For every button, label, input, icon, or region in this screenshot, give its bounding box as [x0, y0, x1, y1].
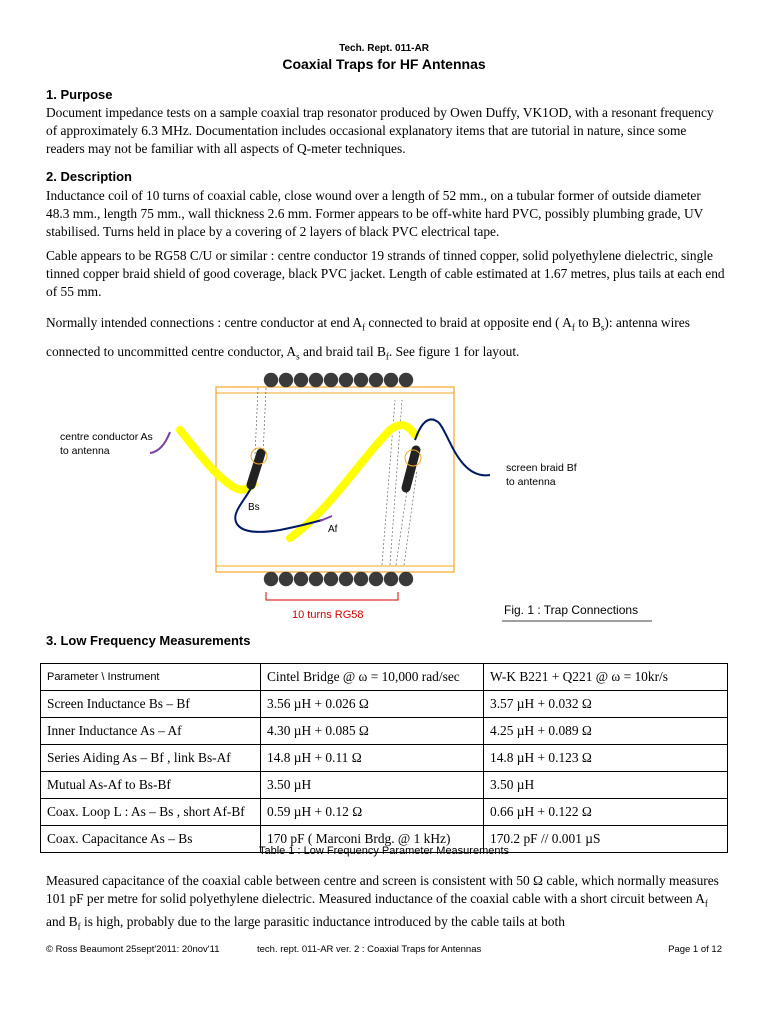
- turns-bracket: [266, 592, 398, 600]
- table-cell: 170 pF ( Marconi Brdg. @ 1 kHz): [261, 826, 484, 853]
- table-cell: 14.8 µH + 0.123 Ω: [484, 745, 728, 772]
- table-caption: Table 1 : Low Frequency Parameter Measurements: [258, 845, 510, 857]
- table-row: [41, 691, 728, 718]
- label-screen-braid: screen braid Bf: [506, 462, 577, 474]
- table-cell: 14.8 µH + 0.11 Ω: [261, 745, 484, 772]
- trap-connections-figure: [40, 360, 740, 630]
- coil-turn: [294, 572, 308, 586]
- description-paragraph-1: Inductance coil of 10 turns of coaxial cable, close wound over a length of 52 mm., on a tubular former of outside diameter 48.3 mm., length 75 mm., wall thickness 2.6 mm. Former appears to be off-white hard PVC, possibly plumbing grade, UV stabilised. Turns held in place by a covering of 2 layers of black PVC electrical tape.: [46, 188, 704, 239]
- turns-label: 10 turns RG58: [292, 609, 364, 621]
- centre-conductor-tails: [150, 432, 332, 521]
- table-cell: Mutual As-Af to Bs-Bf: [41, 772, 261, 799]
- coil-turn: [324, 572, 338, 586]
- coil-turns-top: [264, 373, 413, 387]
- coil-turn: [369, 572, 383, 586]
- table-cell: 0.66 µH + 0.122 Ω: [484, 799, 728, 826]
- coil-turn: [294, 373, 308, 387]
- coil-turn: [264, 373, 278, 387]
- table-cell: 3.56 µH + 0.026 Ω: [261, 691, 484, 718]
- coil-turn: [324, 373, 338, 387]
- table-cell: 4.25 µH + 0.089 Ω: [484, 718, 728, 745]
- footer-copyright: © Ross Beaumont 25sept'2011: 20nov'11: [46, 944, 220, 955]
- low-frequency-heading: 3. Low Frequency Measurements: [46, 633, 251, 648]
- coil-turn: [384, 572, 398, 586]
- table-cell: Coax. Capacitance As – Bs: [41, 826, 261, 853]
- label-af: Af: [328, 524, 338, 535]
- table-row: [41, 718, 728, 745]
- footer-document: tech. rept. 011-AR ver. 2 : Coaxial Traps for Antennas: [257, 944, 482, 955]
- table-cell: 0.59 µH + 0.12 Ω: [261, 799, 484, 826]
- coil-turn: [354, 373, 368, 387]
- figure-caption: Fig. 1 : Trap Connections: [504, 603, 639, 617]
- purpose-heading: 1. Purpose: [46, 87, 113, 102]
- report-number: Tech. Rept. 011-AR: [339, 43, 429, 54]
- description-paragraph-2: Cable appears to be RG58 C/U or similar : centre conductor 19 strands of tinned copper, solid polyethylene dielectric, single tinned copper braid shield of good coverage, black PVC jacket. Length of cable estimated at 1.67 metres, plus tails at each end of 55 mm.: [46, 248, 725, 299]
- table-header-row: [41, 664, 728, 691]
- table-cell: 3.50 µH: [261, 772, 484, 799]
- label-centre-conductor-to: to antenna: [60, 445, 110, 457]
- table-header-cell: Cintel Bridge @ ω = 10,000 rad/sec: [261, 664, 484, 691]
- coil-turns-bottom: [264, 572, 413, 586]
- coil-turn: [264, 572, 278, 586]
- table-header-cell: W-K B221 + Q221 @ ω = 10kr/s: [484, 664, 728, 691]
- low-frequency-paragraph: Measured capacitance of the coaxial cable between centre and screen is consistent with 50 Ω cable, which normally measures 101 pF per metre for solid polyethylene dielectric. Measured inductance of the coaxial cable with a short circuit between $A_f$ and $B_f$ is high, probably due to the large parasitic inductance introduced by the cable tails at both: [46, 873, 719, 932]
- table-header-cell: Parameter \ Instrument: [41, 664, 261, 691]
- coil-turn: [339, 373, 353, 387]
- coil-turn: [399, 373, 413, 387]
- table-cell: Screen Inductance Bs – Bf: [41, 691, 261, 718]
- table-cell: Series Aiding As – Bf , link Bs-Af: [41, 745, 261, 772]
- label-bs: Bs: [248, 502, 260, 513]
- table-row: [41, 799, 728, 826]
- table-cell: 3.50 µH: [484, 772, 728, 799]
- coil-turn: [339, 572, 353, 586]
- coil-turn: [309, 572, 323, 586]
- description-heading: 2. Description: [46, 169, 132, 184]
- parameter-table: [40, 663, 728, 853]
- coil-turn: [309, 373, 323, 387]
- coil-turn: [354, 572, 368, 586]
- braid-tails: [235, 419, 490, 531]
- purpose-text: Document impedance tests on a sample coaxial trap resonator produced by Owen Duffy, VK1OD, with a resonant frequency of approximately 6.3 MHz. Documentation includes occasional explanatory items that are tutorial in nature, since some readers may not be familiar with all aspects of Q-meter techniques.: [46, 105, 714, 156]
- turn-guide-lines: [255, 388, 417, 565]
- footer-page-number: Page 1 of 12: [668, 944, 722, 955]
- coil-turn: [384, 373, 398, 387]
- label-screen-braid-to: to antenna: [506, 476, 556, 488]
- table-cell: 170.2 pF // 0.001 µS: [484, 826, 728, 853]
- table-row: [41, 772, 728, 799]
- table-row: [41, 745, 728, 772]
- coil-turn: [369, 373, 383, 387]
- label-centre-conductor: centre conductor As: [60, 431, 153, 443]
- coil-turn: [279, 373, 293, 387]
- coil-turn: [399, 572, 413, 586]
- document-title: Coaxial Traps for HF Antennas: [282, 56, 486, 72]
- coil-turn: [279, 572, 293, 586]
- table-cell: 4.30 µH + 0.085 Ω: [261, 718, 484, 745]
- table-cell: Inner Inductance As – Af: [41, 718, 261, 745]
- table-cell: 3.57 µH + 0.032 Ω: [484, 691, 728, 718]
- table-cell: Coax. Loop L : As – Bs , short Af-Bf: [41, 799, 261, 826]
- description-paragraph-3: Normally intended connections : centre conductor at end $A_f$ connected to braid at opposite end ( $A_f$ to $B_s$): antenna wires connected to uncommitted centre conductor, $A_s$ and braid tail $B_f$. See figure 1 for layout.: [46, 315, 690, 362]
